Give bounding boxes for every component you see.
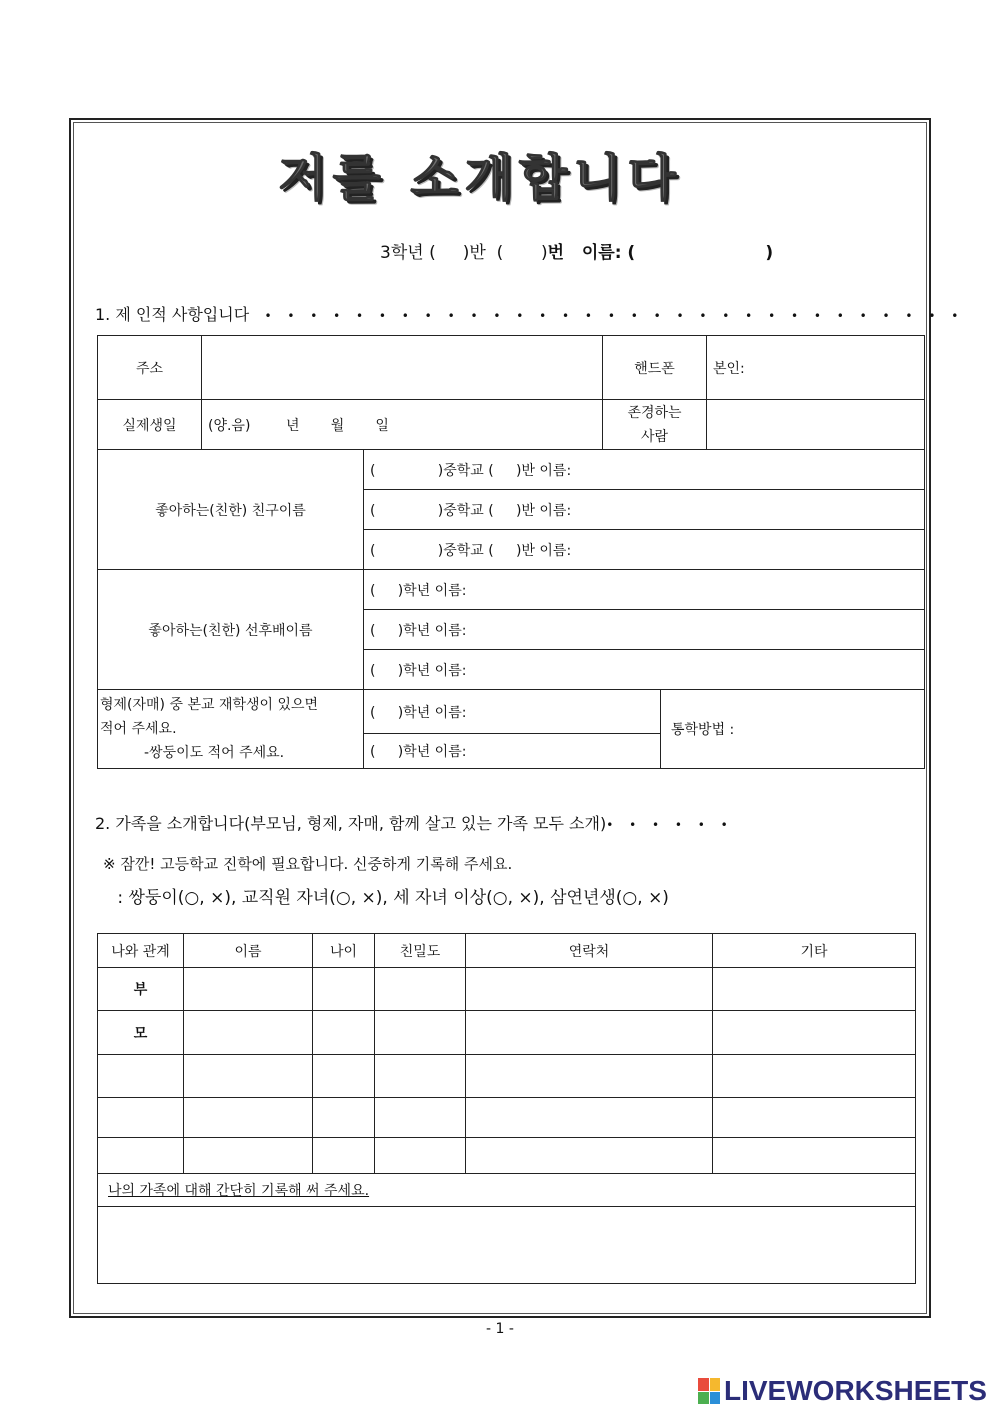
friend-row[interactable]: ( )중학교 ( )반 이름:	[364, 490, 925, 530]
name-cell[interactable]	[184, 1011, 313, 1055]
friend-row[interactable]: ( )중학교 ( )반 이름:	[364, 530, 925, 570]
section2-dots: • • • • • •	[606, 818, 734, 832]
section1-dots: • • • • • • • • • • • • • • • • • • • • • • • • • • • • • • •	[264, 309, 965, 323]
family-description-input[interactable]	[98, 1207, 916, 1284]
senior-row[interactable]: ( )학년 이름:	[364, 650, 925, 690]
liveworksheets-brand	[698, 1374, 987, 1408]
table-row	[98, 1098, 916, 1138]
closeness-cell[interactable]	[375, 1011, 466, 1055]
sibling-row[interactable]: ( )학년 이름:	[364, 690, 661, 734]
liveworksheets-logo-icon	[698, 1378, 720, 1404]
age-cell[interactable]	[313, 1055, 375, 1098]
etc-cell[interactable]	[713, 1098, 916, 1138]
family-table	[97, 933, 916, 1284]
friends-label: 좋아하는(친한) 친구이름	[98, 450, 364, 570]
table-row	[98, 968, 916, 1011]
relation-cell[interactable]	[98, 1138, 184, 1174]
section2-heading: 2. 가족을 소개합니다(부모님, 형제, 자매, 함께 살고 있는 가족 모두 소개)• • • • • •	[95, 814, 734, 833]
grade-class-field[interactable]: 3학년 ( )반 ( )	[380, 243, 548, 263]
commute-field[interactable]: 통학방법 :	[661, 690, 925, 769]
class-info-line[interactable]	[380, 238, 773, 263]
header-contact: 연락처	[466, 934, 713, 968]
name-cell[interactable]	[184, 1098, 313, 1138]
respect-person-input[interactable]	[707, 400, 925, 450]
age-cell[interactable]	[313, 1138, 375, 1174]
closeness-cell[interactable]	[375, 1055, 466, 1098]
relation-cell[interactable]	[98, 1055, 184, 1098]
header-etc: 기타	[713, 934, 916, 968]
relation-cell[interactable]: 모	[98, 1011, 184, 1055]
closeness-cell[interactable]	[375, 968, 466, 1011]
age-cell[interactable]	[313, 1011, 375, 1055]
page-number: - 1 -	[486, 1321, 514, 1337]
address-label: 주소	[98, 336, 202, 400]
respect-person-label: 존경하는 사람	[603, 400, 707, 450]
name-cell[interactable]	[184, 968, 313, 1011]
friends-table	[97, 449, 925, 769]
birthday-input[interactable]: (양.음) 년 월 일	[202, 400, 603, 450]
header-age: 나이	[313, 934, 375, 968]
etc-cell[interactable]	[713, 1011, 916, 1055]
address-input[interactable]	[202, 336, 603, 400]
section1-heading: 1. 제 인적 사항입니다 • • • • • • • • • • • • • • • • • • • • • • • • • • • • • • •	[95, 305, 965, 324]
phone-label: 핸드폰	[603, 336, 707, 400]
page-title: 저를 소개합니다	[278, 149, 682, 207]
header-name: 이름	[184, 934, 313, 968]
senior-row[interactable]: ( )학년 이름:	[364, 570, 925, 610]
contact-cell[interactable]	[466, 1055, 713, 1098]
closeness-cell[interactable]	[375, 1138, 466, 1174]
header-closeness: 친밀도	[375, 934, 466, 968]
note-line-2: : 쌍둥이(○, ×), 교직원 자녀(○, ×), 세 자녀 이상(○, ×), 삼연년생(○, ×)	[112, 888, 669, 908]
name-close-paren: )	[765, 243, 774, 263]
seniors-label: 좋아하는(친한) 선후배이름	[98, 570, 364, 690]
etc-cell[interactable]	[713, 1055, 916, 1098]
friend-row[interactable]: ( )중학교 ( )반 이름:	[364, 450, 925, 490]
closeness-cell[interactable]	[375, 1098, 466, 1138]
personal-info-table	[97, 335, 925, 450]
table-row	[98, 1055, 916, 1098]
etc-cell[interactable]	[713, 968, 916, 1011]
table-row	[98, 1011, 916, 1055]
contact-cell[interactable]	[466, 1011, 713, 1055]
sibling-row[interactable]: ( )학년 이름:	[364, 734, 661, 769]
relation-cell[interactable]: 부	[98, 968, 184, 1011]
name-cell[interactable]	[184, 1138, 313, 1174]
relation-cell[interactable]	[98, 1098, 184, 1138]
family-description-label: 나의 가족에 대해 간단히 기록해 써 주세요.	[108, 1183, 370, 1199]
age-cell[interactable]	[313, 968, 375, 1011]
siblings-label: 형제(자매) 중 본교 재학생이 있으면 적어 주세요. -쌍둥이도 적어 주세요.	[98, 690, 364, 769]
birthday-label: 실제생일	[98, 400, 202, 450]
etc-cell[interactable]	[713, 1138, 916, 1174]
name-cell[interactable]	[184, 1055, 313, 1098]
senior-row[interactable]: ( )학년 이름:	[364, 610, 925, 650]
contact-cell[interactable]	[466, 968, 713, 1011]
note-line-1: ※ 잠깐! 고등학교 진학에 필요합니다. 신중하게 기록해 주세요.	[103, 855, 513, 873]
header-relation: 나와 관계	[98, 934, 184, 968]
phone-self-input[interactable]: 본인:	[707, 336, 925, 400]
age-cell[interactable]	[313, 1098, 375, 1138]
contact-cell[interactable]	[466, 1138, 713, 1174]
table-row	[98, 1138, 916, 1174]
number-name-field[interactable]: 번 이름: (	[547, 243, 636, 263]
brand-text: LIVEWORKSHEETS	[724, 1375, 987, 1406]
contact-cell[interactable]	[466, 1098, 713, 1138]
